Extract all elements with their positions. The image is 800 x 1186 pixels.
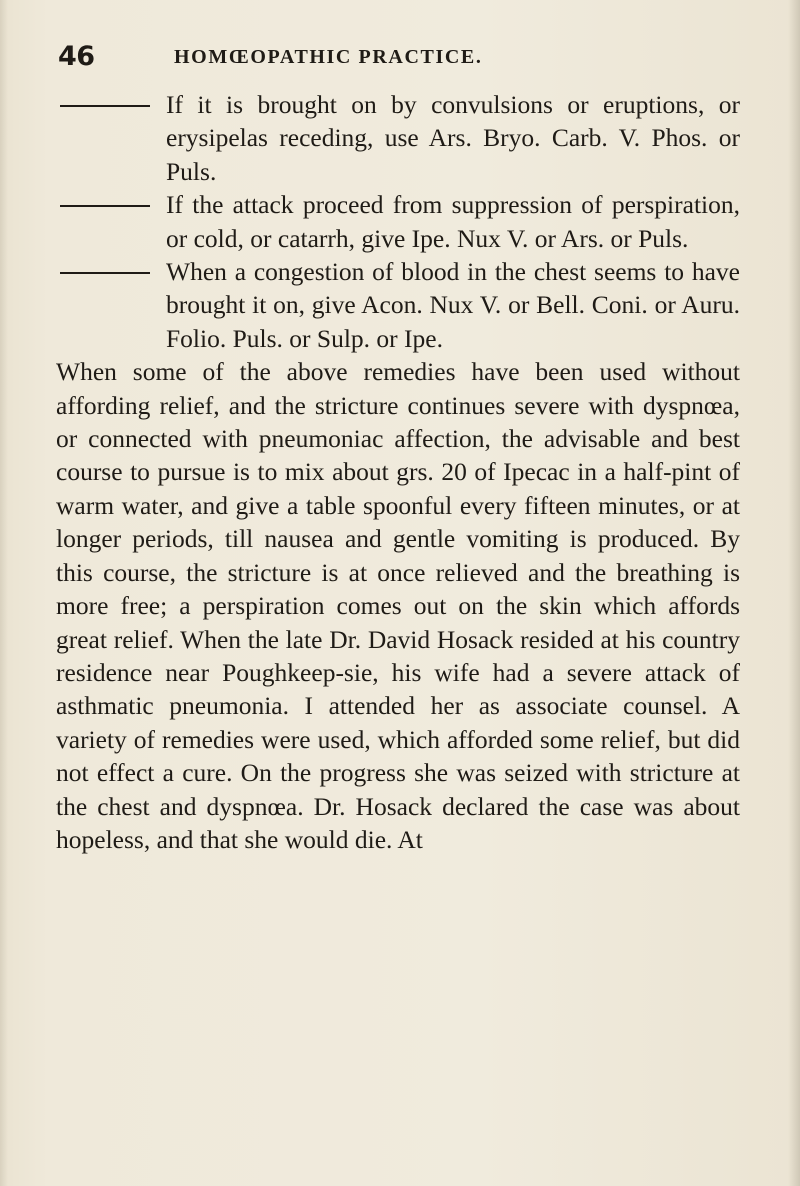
em-dash-rule [60,272,150,274]
sub-paragraph-congestion [56,255,740,355]
paragraph-text: If the attack proceed from suppression of perspiration, or cold, or catarrh, give Ipe. Nux V. or Ars. or Puls. [166,190,740,253]
em-dash-rule [60,205,150,207]
paragraph-text: If it is brought on by convulsions or eruptions, or erysipelas receding, use Ars. Bryo. Carb. V. Phos. or Puls. [166,90,740,186]
page-number: 46 [58,41,95,72]
page-edge-shadow [788,0,800,1186]
sub-paragraph-convulsions [56,88,740,188]
paragraph-text: When a congestion of blood in the chest seems to have brought it on, give Acon. Nux V. or Bell. Coni. or Auru. Folio. Puls. or Sulp. or Ipe. [166,257,740,353]
page-gutter-shadow [0,0,8,1186]
paragraph-text: When some of the above remedies have been used without affording relief, and the stricture continues severe with dyspnœa, or connected with pneumoniac affection, the advisable and best course to pursue is to mix about grs. 20 of Ipecac in a half-pint of warm water, and give a table spoonful every fifteen minutes, or at longer periods, till nausea and gentle vomiting is produced. By this course, the stricture is at once relieved and the breathing is more free; a perspiration comes out on the skin which affords great relief. When the late Dr. David Hosack resided at his country residence near Poughkeep-sie, his wife had a severe attack of asthmatic pneumonia. I attended her as associate counsel. A variety of remedies were used, which afforded some relief, but did not effect a cure. On the progress she was seized with stricture at the chest and dyspnœa. Dr. Hosack declared the case was about hopeless, and that she would die. At [56,357,740,854]
main-paragraph [56,355,740,856]
sub-paragraph-perspiration [56,188,740,255]
em-dash-rule [60,105,150,107]
running-head: HOMŒOPATHIC PRACTICE. [174,46,483,68]
body-text [56,88,740,856]
page-header [58,41,758,81]
